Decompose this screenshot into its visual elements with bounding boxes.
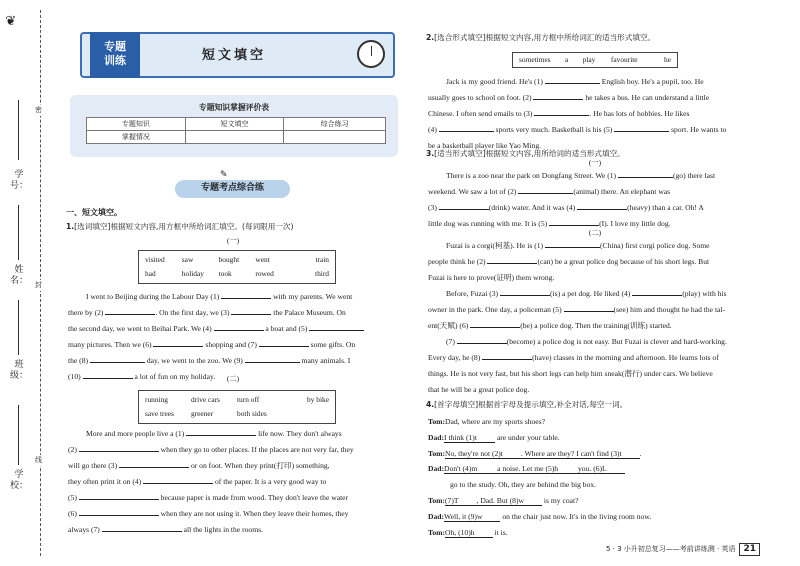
- dialogue-line: go to the study. Oh, they are behind the big box.: [450, 480, 597, 490]
- word-bank-item: play: [582, 55, 596, 64]
- word-bank-item: train: [315, 255, 329, 264]
- passage-line: Fuzai is a corgi(柯基). He is (1) (China) first corgi police dog. Some: [446, 241, 710, 250]
- question-number: 4.: [426, 400, 435, 409]
- evaluation-box: [70, 95, 398, 157]
- answer-blank[interactable]: [153, 338, 203, 347]
- word-bank-item: a: [564, 55, 569, 64]
- dialogue-4: [428, 414, 762, 540]
- answer-blank[interactable]: [482, 351, 532, 360]
- passage-line: I went to Beijing during the Labour Day (1) with my parents. We went: [86, 292, 353, 301]
- answer-blank[interactable]: [500, 287, 550, 296]
- passage-line: (5) because paper is made from wood. They don't leave the water: [68, 493, 349, 502]
- passage-line: owner in the park. One day, a policeman (5) (see) him and thought he had the tal-: [428, 305, 726, 314]
- passage-line: Jack is my good friend. He's (1) English boy. He's a pupil, too. He: [446, 77, 704, 86]
- question-instruction: 根据短文内容,用方框中所给词汇的适当形式填空。: [485, 33, 656, 42]
- dialogue-line: Tom:Oh, (10)h it is.: [428, 527, 508, 537]
- passage-line: (2) when they go to other places. If the places are not very far, they: [68, 445, 354, 454]
- passage-line: (3) (drink) water. And it was (4) (heavy) than a car. Oh! A: [428, 203, 704, 212]
- passage-line: (4) sports very much. Basketball is his (5) sport. He wants to: [428, 125, 727, 134]
- passage-line: weekend. We saw a lot of (2) (animal) there. An elephant was: [428, 187, 671, 196]
- question-number: 1.: [66, 222, 75, 231]
- pencil-icon: ✎: [220, 170, 228, 180]
- word-bank-1: [138, 250, 336, 284]
- question-1-header: [66, 222, 293, 231]
- passage-line: will go there (3) or on foot. When they print(打印) something,: [68, 461, 330, 470]
- subsection-label: (二): [226, 374, 240, 383]
- answer-blank[interactable]: [618, 169, 673, 178]
- table-row: [87, 131, 386, 144]
- word-bank-item: favourite: [610, 55, 638, 64]
- passage-line: (6) when they are not using it. When they leave their homes, they: [68, 509, 349, 518]
- passage-3-2: [428, 238, 762, 398]
- table-cell[interactable]: [185, 131, 284, 144]
- word-bank-item: by bike: [307, 395, 329, 404]
- class-line: [18, 300, 19, 355]
- answer-blank[interactable]: [79, 491, 159, 500]
- passage-line: the (8) day, we went to the zoo. We (9) many animals. I: [68, 356, 351, 365]
- answer-blank[interactable]: [79, 443, 159, 452]
- answer-blank[interactable]: [259, 338, 309, 347]
- answer-blank[interactable]: [79, 507, 159, 516]
- word-bank-item: visited: [145, 255, 165, 264]
- student-id-line: [18, 100, 19, 160]
- question-tag: [选词填空]: [74, 222, 111, 231]
- answer-blank[interactable]: [632, 287, 682, 296]
- cut-mark-mi: 密: [35, 106, 42, 114]
- table-cell: 掌握情况: [87, 131, 186, 144]
- topic-badge: [90, 32, 140, 78]
- answer-blank[interactable]: [102, 523, 182, 532]
- passage-line: (7) (become) a police dog is not easy. But Fuzai is clever and hard-working.: [446, 337, 727, 346]
- margin-logo-icon: ❦: [3, 14, 19, 29]
- badge-top-text: 专题: [104, 40, 126, 53]
- passage-line: ent(天赋) (6) (be) a police dog. Then the training(训练) started.: [428, 321, 672, 330]
- table-row: [87, 118, 386, 131]
- part-heading: 一、短文填空。: [66, 208, 122, 217]
- cut-mark-feng: 封: [35, 281, 42, 289]
- question-tag: [首字母填空]: [434, 400, 479, 409]
- school-line: [18, 405, 19, 465]
- page-number: 21: [739, 543, 760, 556]
- passage-line: people think he (2) (can) be a great police dog because of his short legs. But: [428, 257, 710, 266]
- name-line: [18, 205, 19, 260]
- passage-line: that he will be a great police dog.: [428, 385, 530, 394]
- word-bank-3: [512, 52, 678, 68]
- question-4-header: [426, 400, 627, 409]
- answer-blank[interactable]: [577, 201, 627, 210]
- school-label: 学校：: [9, 470, 28, 492]
- passage-line: the second day, we went to Beihai Park. We (4) a boat and (5): [68, 321, 402, 337]
- passage-line: There is a zoo near the park on Dongfang Street. We (1) (go) there last: [446, 171, 716, 180]
- subsection-label: (一): [588, 158, 602, 167]
- question-number: 2.: [426, 33, 435, 42]
- passage-line: Before, Fuzai (3) (is) a pet dog. He liked (4) (play) with his: [446, 289, 727, 298]
- word-bank-2: [138, 390, 336, 424]
- question-instruction: 根据首字母及提示填空,补全对话,每空一词。: [478, 400, 628, 409]
- subsection-label: (一): [226, 236, 240, 245]
- word-bank-item: bought: [218, 255, 240, 264]
- word-bank-item: third: [315, 269, 329, 278]
- evaluation-title: 专题知识掌握评价表: [198, 103, 270, 112]
- table-cell: 综合练习: [284, 118, 386, 131]
- dialogue-line: Dad:Well, it (9)w on the chair just now. It's in the living room now.: [428, 511, 652, 521]
- dialogue-line: Tom:No, they're not (2)t . Where are they? I can't find (3)t .: [428, 448, 642, 458]
- answer-blank[interactable]: [518, 185, 573, 194]
- class-label: 班级：: [9, 360, 28, 382]
- passage-line: there by (2) . On the first day, we (3) the Palace Museum. On: [68, 308, 346, 317]
- question-number: 3.: [426, 149, 435, 158]
- passage-line: always (7) all the lights in the rooms.: [68, 525, 263, 534]
- word-bank-item: holiday: [181, 269, 204, 278]
- badge-bottom-text: 训练: [104, 54, 126, 68]
- passage-2: [428, 74, 762, 154]
- alarm-clock-icon: [357, 40, 385, 68]
- answer-blank[interactable]: [470, 319, 520, 328]
- passage-1-2: [68, 426, 402, 538]
- word-bank-item: drive cars: [191, 395, 220, 404]
- question-2-header: [426, 33, 655, 42]
- answer-blank[interactable]: [105, 306, 155, 315]
- answer-blank[interactable]: [564, 303, 614, 312]
- table-cell: 专题知识: [87, 118, 186, 131]
- answer-blank[interactable]: [186, 427, 256, 436]
- page-title: 短文填空: [202, 48, 267, 63]
- section-banner: [175, 170, 290, 198]
- passage-line: things. He is not very fast, but his short legs can help him sneak(潜行) under cars. We believe: [428, 369, 713, 378]
- word-bank-item: rowed: [255, 269, 274, 278]
- question-tag: [选合形式填空]: [434, 33, 486, 42]
- passage-line: (10) a lot of fun on my holiday.: [68, 372, 216, 381]
- student-id-label: 学号：: [9, 170, 28, 192]
- answer-blank[interactable]: [457, 335, 507, 344]
- word-bank-item: running: [145, 395, 168, 404]
- word-bank-item: both sides: [237, 409, 267, 418]
- name-label: 姓名：: [9, 265, 28, 287]
- answer-blank[interactable]: [549, 217, 599, 226]
- section-title: 专题考点综合练: [200, 183, 264, 193]
- question-instruction: 根据短文内容,用方框中所给词汇填空。(每词限用一次): [110, 222, 294, 231]
- answer-blank[interactable]: [214, 322, 264, 331]
- answer-blank[interactable]: [90, 354, 145, 363]
- word-bank-item: saw: [181, 255, 194, 264]
- answer-blank[interactable]: [487, 255, 537, 264]
- table-cell[interactable]: [284, 131, 386, 144]
- dialogue-line: Tom:(7)T , Dad. But (8)w is my coat?: [428, 495, 579, 505]
- passage-3-1: [428, 168, 762, 232]
- answer-blank[interactable]: [439, 201, 489, 210]
- answer-blank[interactable]: [245, 354, 300, 363]
- word-bank-item: had: [145, 269, 156, 278]
- word-bank-item: greener: [191, 409, 214, 418]
- word-bank-item: turn off: [237, 395, 260, 404]
- topic-banner: [80, 32, 395, 78]
- word-bank-item: he: [664, 55, 671, 64]
- passage-line: More and more people live a (1) life now. They don't always: [86, 429, 342, 438]
- answer-blank[interactable]: [221, 290, 271, 299]
- answer-blank[interactable]: [534, 107, 589, 116]
- right-column: [420, 0, 765, 566]
- dialogue-line: Dad:I think (1)t are under your table.: [428, 432, 560, 442]
- answer-blank[interactable]: [439, 123, 494, 132]
- page-footer: [606, 543, 760, 556]
- answer-blank[interactable]: [119, 459, 189, 468]
- word-bank-item: took: [218, 269, 232, 278]
- answer-blank[interactable]: [533, 91, 583, 100]
- passage-line: Chinese. I often send emails to (3) . He has lots of hobbies. He likes: [428, 109, 690, 118]
- answer-blank[interactable]: [143, 475, 213, 484]
- question-tag: [适当形式填空]: [434, 149, 486, 158]
- passage-line: many pictures. Then we (6) shopping and (7) some gifts. On: [68, 340, 356, 349]
- passage-1-1: [68, 289, 402, 385]
- passage-line: Every day, he (8) (have) classes in the morning and afternoon. He learns lots of: [428, 353, 719, 362]
- word-bank-item: [283, 407, 329, 421]
- answer-blank[interactable]: [309, 322, 364, 331]
- answer-blank[interactable]: [545, 75, 600, 84]
- passage-line: usually goes to school on foot. (2) he takes a bus. He can understand a little: [428, 93, 710, 102]
- table-cell: 短文填空: [185, 118, 284, 131]
- answer-blank[interactable]: [83, 370, 133, 379]
- left-column: [60, 0, 405, 566]
- evaluation-table: [86, 117, 386, 144]
- binding-margin: [0, 0, 58, 566]
- dialogue-line: Dad:Don't (4)m a noise. Let me (5)h you. (6)L: [428, 461, 762, 477]
- cut-mark-xian: 线: [35, 456, 42, 464]
- answer-blank[interactable]: [545, 239, 600, 248]
- dialogue-line: Tom:Dad, where are my sports shoes?: [428, 417, 545, 426]
- passage-line: they often print it on (4) of the paper. It is a very good way to: [68, 477, 327, 486]
- question-instruction: 根据短文内容,用所给词的适当形式填空。: [485, 149, 625, 158]
- passage-line: Fuzai is here to prove(证明) them wrong.: [428, 273, 555, 282]
- passage-line: be a basketball player like Yao Ming.: [428, 141, 542, 150]
- word-bank-item: went: [255, 255, 270, 264]
- word-bank-item: sometimes: [519, 55, 551, 64]
- answer-blank[interactable]: [231, 306, 271, 315]
- answer-blank[interactable]: [614, 123, 669, 132]
- subsection-label: (二): [588, 228, 602, 237]
- footer-text: 5 · 3 小升初总复习——考前讲练测 · 英语: [605, 544, 736, 553]
- word-bank-item: save trees: [145, 409, 174, 418]
- passage-line: little dog was running with me. It is (5) (I). I love my little dog.: [428, 219, 671, 228]
